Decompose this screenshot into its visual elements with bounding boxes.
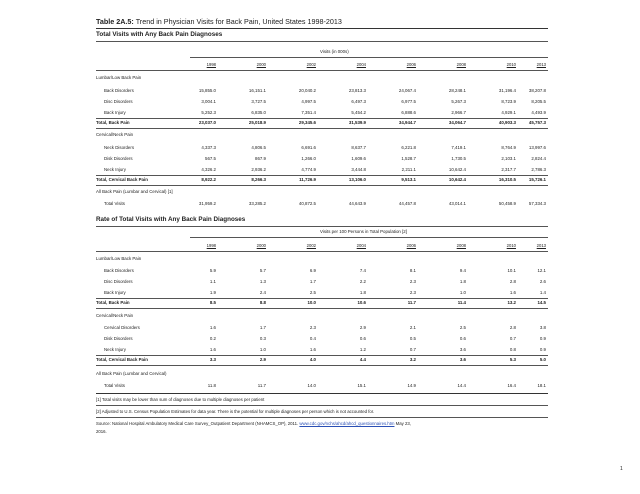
section2-cell: 2.9: [359, 325, 366, 330]
section2-cell: 4.4: [359, 357, 366, 362]
section1-cell: 2,211.1: [401, 167, 416, 172]
rule-footnotes: [96, 393, 548, 394]
section2-cell: 11.4: [457, 300, 466, 305]
section2-cell: 0.6: [359, 336, 366, 341]
section1-total-rule: [96, 175, 548, 176]
rule-section2: [96, 226, 548, 227]
section2-cell: 11.7: [407, 300, 416, 305]
table-label: Table 2A.5:: [96, 17, 134, 26]
section2-cell: 7.4: [359, 268, 366, 273]
section1-cell: 13,997.6: [528, 145, 546, 150]
section1-cell: 8,723.9: [501, 99, 516, 104]
section2-cell: 2.5: [459, 325, 466, 330]
section2-cell: 8.8: [259, 300, 266, 305]
section2-cell: 2.3: [309, 325, 316, 330]
section2-cell: 0.4: [309, 336, 316, 341]
section2-year-2004: 2004: [356, 243, 366, 248]
section2-cell: 3.2: [409, 357, 416, 362]
section1-cell: 2,103.1: [501, 156, 516, 161]
section2-row-label: Cervical/Neck Pain: [96, 313, 134, 318]
section1-year-2008: 2008: [456, 62, 466, 67]
section1-cell: 15,726.1: [528, 177, 546, 182]
section1-cell: 10,642.4: [448, 167, 466, 172]
section2-cell: 0.6: [459, 336, 466, 341]
section1-cell: 44,457.8: [398, 201, 416, 206]
section1-cell: 31,959.2: [198, 201, 216, 206]
section2-cell: 14.9: [407, 383, 416, 388]
section1-title: Total Visits with Any Back Pain Diagnoses: [96, 31, 223, 38]
section1-total-rule: [96, 118, 548, 119]
section2-cell: 5.3: [509, 357, 516, 362]
section1-year-2002: 2002: [306, 62, 316, 67]
section2-cell: 1.6: [509, 290, 516, 295]
section2-cell: 0.7: [409, 347, 416, 352]
footnote-2: [2] Adjusted to U.S. Census Population Estimates for data year. There is the potential for multiple diagnoses per person which is not accounted for.: [96, 409, 375, 414]
section1-cell: 45,757.3: [528, 120, 546, 125]
section2-cell: 1.6: [309, 347, 316, 352]
section2-cell: 0.5: [409, 336, 416, 341]
footnote-1: [1] Total visits may be lower than sum of diagnoses due to multiple diagnoses per patient: [96, 397, 265, 402]
section1-cell: 8,922.2: [201, 177, 216, 182]
section2-cell: 1.7: [309, 279, 316, 284]
section2-cell: 2.8: [509, 279, 516, 284]
section2-cell: 0.9: [539, 336, 546, 341]
section1-cell: 5,454.2: [351, 110, 366, 115]
page-number: 1: [620, 466, 623, 472]
section2-units: Visits per 100 Persons in Total Population [2]: [320, 229, 407, 234]
section2-cell: 3.6: [459, 347, 466, 352]
section2-cell: 10.1: [507, 268, 516, 273]
section1-cell: 867.9: [255, 156, 266, 161]
section1-cell: 4,997.5: [301, 99, 316, 104]
section1-total-rule: [96, 185, 548, 186]
section1-row-label: Total, Back Pain: [96, 120, 130, 125]
section1-cell: 8,637.7: [351, 145, 366, 150]
section2-cell: 0.3: [259, 336, 266, 341]
section1-cell: 1,609.6: [351, 156, 366, 161]
section1-row-label: Lumbar/Low Back Pain: [96, 75, 142, 80]
rule-fn1: [96, 405, 548, 406]
section2-cell: 11.7: [257, 383, 266, 388]
section2-cell: 3.3: [209, 357, 216, 362]
source-text: Source: National Hospital Ambulatory Medical Care Survey_Outpatient Department (NHAMCS_OP), 2011.: [96, 421, 299, 426]
section1-row-label: Disk Disorders: [104, 156, 133, 161]
section1-cell: 2,936.2: [251, 167, 266, 172]
section2-cell: 0.8: [509, 347, 516, 352]
section2-cell: 1.8: [459, 279, 466, 284]
section1-cell: 4,774.9: [301, 167, 316, 172]
section2-cell: 15.1: [357, 383, 366, 388]
section2-years-rule: [96, 251, 548, 252]
section1-row-label: Disc Disorders: [104, 99, 133, 104]
section2-cell: 1.6: [209, 347, 216, 352]
section1-cell: 33,285.2: [248, 201, 266, 206]
section2-cell: 1.3: [259, 279, 266, 284]
section2-row-label: Neck Injury: [104, 347, 126, 352]
section2-total-rule: [96, 308, 548, 309]
section1-row-label: Neck Disorders: [104, 145, 135, 150]
section2-cell: 1.7: [259, 325, 266, 330]
section1-cell: 6,835.0: [251, 110, 266, 115]
section2-cell: 0.9: [539, 347, 546, 352]
section1-cell: 20,040.2: [298, 88, 316, 93]
section2-cell: 2.4: [259, 290, 266, 295]
section2-units-rule: [190, 237, 548, 238]
section1-row-label: Total Visits: [104, 201, 125, 206]
section1-year-2006: 2006: [406, 62, 416, 67]
section1-cell: 4,493.9: [531, 110, 546, 115]
section2-cell: 3.6: [459, 357, 466, 362]
section1-cell: 11,726.9: [299, 177, 316, 182]
section1-cell: 16,151.1: [248, 88, 266, 93]
section2-cell: 18.1: [537, 383, 546, 388]
section2-cell: 1.4: [539, 290, 546, 295]
section2-row-label: Lumbar/Low Back Pain: [96, 256, 142, 261]
section2-cell: 8.1: [409, 268, 416, 273]
section1-cell: 2,824.4: [531, 156, 546, 161]
section1-row-label: Total, Cervical Back Pain: [96, 177, 148, 182]
section2-year-2000: 2000: [256, 243, 266, 248]
section1-row-label: Cervical/Neck Pain: [96, 132, 134, 137]
section1-cell: 40,903.3: [498, 120, 516, 125]
section2-cell: 10.0: [307, 300, 316, 305]
section2-cell: 2.9: [259, 357, 266, 362]
section1-year-2000: 2000: [256, 62, 266, 67]
section1-cell: 2,966.7: [451, 110, 466, 115]
section2-cell: 14.4: [457, 383, 466, 388]
section1-cell: 50,458.9: [498, 201, 516, 206]
section1-cell: 2,317.7: [501, 167, 516, 172]
section1-cell: 31,196.4: [498, 88, 516, 93]
section2-cell: 14.0: [307, 383, 316, 388]
section2-row-label: Back Disorders: [104, 268, 134, 273]
section1-cell: 4,806.5: [251, 145, 266, 150]
section1-cell: 9,513.1: [401, 177, 416, 182]
section2-cell: 14.5: [537, 300, 546, 305]
section1-cell: 567.5: [205, 156, 216, 161]
section2-year-1998: 1998: [206, 243, 216, 248]
section1-units: Visits (in 000s): [320, 49, 349, 54]
section1-units-rule: [190, 57, 548, 58]
section1-cell: 3,727.5: [251, 99, 266, 104]
section2-cell: 1.0: [459, 290, 466, 295]
section2-cell: 0.7: [509, 336, 516, 341]
section2-cell: 9.4: [459, 268, 466, 273]
section1-total-rule: [96, 128, 548, 129]
section1-row-label: All Back Pain (Lumbar and Cervical) [1]: [96, 189, 173, 194]
source-link[interactable]: www.cdc.gov/nchs/ahcd/ahcd_questionnaires.htm: [299, 421, 395, 426]
section2-cell: 1.0: [259, 347, 266, 352]
section1-cell: 1,730.5: [451, 156, 466, 161]
section1-cell: 25,018.9: [248, 120, 266, 125]
section1-row-label: Back Injury: [104, 110, 126, 115]
section2-year-2002: 2002: [306, 243, 316, 248]
section1-cell: 6,977.5: [401, 99, 416, 104]
section2-year-2010: 2010: [506, 243, 516, 248]
source-note: [96, 422, 411, 426]
section1-year-2013: 2013: [536, 62, 546, 67]
section2-row-label: All Back Pain (Lumbar and Cervical): [96, 371, 167, 376]
section1-cell: 16,310.5: [498, 177, 516, 182]
section1-cell: 13,106.0: [348, 177, 366, 182]
section1-cell: 1,528.7: [401, 156, 416, 161]
section2-total-rule: [96, 355, 548, 356]
rule-top: [96, 28, 548, 29]
section2-cell: 2.3: [409, 279, 416, 284]
section2-cell: 2.1: [409, 325, 416, 330]
section2-cell: 5.9: [209, 268, 216, 273]
section1-cell: 28,248.1: [448, 88, 466, 93]
section2-cell: 16.4: [507, 383, 516, 388]
source-year: 2016.: [96, 429, 107, 434]
section1-years-rule: [96, 70, 548, 71]
section2-cell: 4.0: [309, 357, 316, 362]
table-title: [96, 17, 548, 26]
section1-cell: 4,929.1: [501, 110, 516, 115]
section2-row-label: Disc Disorders: [104, 279, 133, 284]
section2-cell: 1.8: [359, 290, 366, 295]
section2-row-label: Back Injury: [104, 290, 126, 295]
section2-cell: 5.7: [259, 268, 266, 273]
section1-cell: 5,267.3: [451, 99, 466, 104]
section1-cell: 40,872.5: [298, 201, 316, 206]
source-date: May 23,: [395, 421, 411, 426]
section1-year-1998: 1998: [206, 62, 216, 67]
section2-cell: 1.2: [359, 347, 366, 352]
section1-cell: 31,539.9: [348, 120, 366, 125]
section2-cell: 3.8: [539, 325, 546, 330]
section1-cell: 6,691.6: [301, 145, 316, 150]
section1-cell: 29,345.6: [298, 120, 316, 125]
section1-cell: 3,444.8: [351, 167, 366, 172]
section2-cell: 10.6: [357, 300, 366, 305]
section1-cell: 23,813.3: [348, 88, 366, 93]
section1-cell: 6,221.8: [401, 145, 416, 150]
section2-year-2008: 2008: [456, 243, 466, 248]
section1-cell: 24,067.4: [398, 88, 416, 93]
section1-cell: 43,014.1: [448, 201, 466, 206]
section2-row-label: Total Visits: [104, 383, 125, 388]
section1-row-label: Neck Injury: [104, 167, 126, 172]
section2-total-rule: [96, 298, 548, 299]
section1-cell: 10,642.4: [448, 177, 466, 182]
section1-cell: 23,037.0: [198, 120, 216, 125]
section2-title: Rate of Total Visits with Any Back Pain Diagnoses: [96, 216, 246, 223]
section1-cell: 34,944.7: [398, 120, 416, 125]
section2-row-label: Cervical Disorders: [104, 325, 140, 330]
section2-cell: 2.8: [509, 325, 516, 330]
section1-year-2010: 2010: [506, 62, 516, 67]
section2-row-label: Total, Back Pain: [96, 300, 130, 305]
section2-total-rule: [96, 365, 548, 366]
section1-cell: 8,764.9: [501, 145, 516, 150]
section1-cell: 1,266.0: [301, 156, 316, 161]
section2-year-2013: 2013: [536, 243, 546, 248]
section1-cell: 2,786.3: [531, 167, 546, 172]
section1-row-label: Back Disorders: [104, 88, 134, 93]
section2-cell: 1.6: [209, 325, 216, 330]
section2-cell: 1.9: [209, 290, 216, 295]
section2-cell: 6.9: [309, 268, 316, 273]
section1-cell: 8,205.5: [531, 99, 546, 104]
section2-cell: 0.2: [209, 336, 216, 341]
section2-cell: 2.3: [409, 290, 416, 295]
section2-cell: 5.0: [539, 357, 546, 362]
section2-year-2006: 2006: [406, 243, 416, 248]
section1-year-2004: 2004: [356, 62, 366, 67]
section2-cell: 1.1: [209, 279, 216, 284]
rule-section1: [96, 41, 548, 42]
section1-cell: 57,334.3: [528, 201, 546, 206]
section1-cell: 44,643.9: [348, 201, 366, 206]
table-title-text: Trend in Physician Visits for Back Pain, United States 1998-2013: [135, 17, 342, 26]
section2-cell: 12.1: [537, 268, 546, 273]
section2-cell: 13.2: [507, 300, 516, 305]
section1-cell: 3,004.1: [201, 99, 216, 104]
section2-row-label: Total, Cervical Back Pain: [96, 357, 148, 362]
section2-cell: 8.5: [209, 300, 216, 305]
section2-cell: 2.6: [539, 279, 546, 284]
section2-cell: 11.8: [207, 383, 216, 388]
section1-cell: 7,419.1: [451, 145, 466, 150]
section1-cell: 15,855.0: [198, 88, 216, 93]
section2-cell: 2.5: [309, 290, 316, 295]
section1-cell: 38,207.8: [528, 88, 546, 93]
section1-cell: 5,252.3: [201, 110, 216, 115]
rule-fn2: [96, 417, 548, 418]
section1-cell: 4,326.2: [201, 167, 216, 172]
section1-cell: 6,888.6: [401, 110, 416, 115]
section1-cell: 8,266.3: [251, 177, 266, 182]
section1-cell: 6,497.3: [351, 99, 366, 104]
section1-cell: 4,337.3: [201, 145, 216, 150]
section1-cell: 7,351.4: [301, 110, 316, 115]
section2-row-label: Disk Disorders: [104, 336, 133, 341]
section2-cell: 2.2: [359, 279, 366, 284]
section1-cell: 34,064.7: [448, 120, 466, 125]
